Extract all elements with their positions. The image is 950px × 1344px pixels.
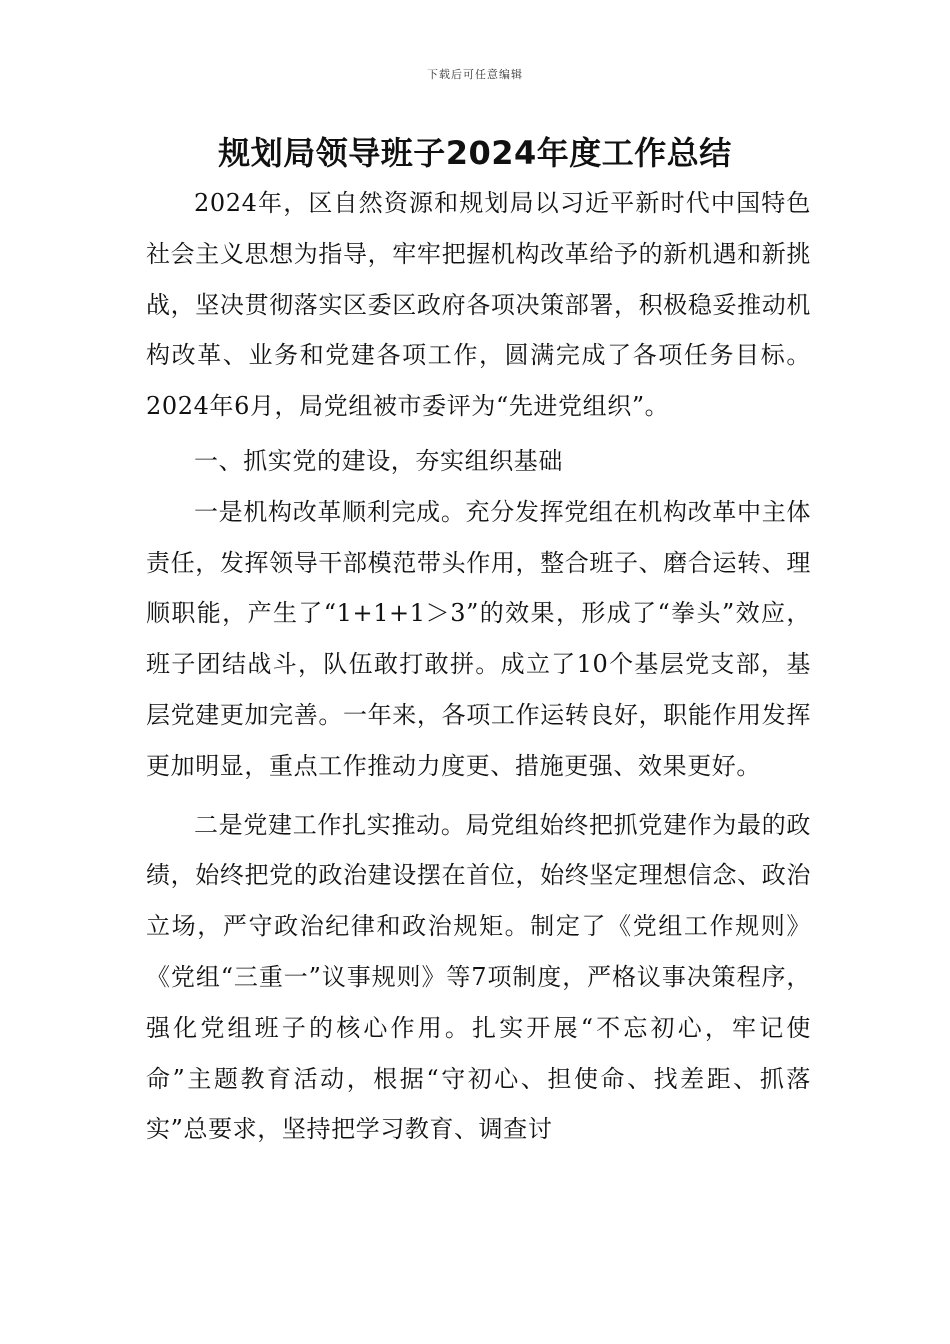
header-note: 下载后可任意编辑 bbox=[427, 68, 523, 81]
document-title: 规划局领导班子2024年度工作总结 bbox=[218, 134, 732, 172]
body-paragraph-2: 二是党建工作扎实推动。局党组始终把抓党建作为最的政绩，始终把党的政治建设摆在首位，始终坚定理想信念、政治立场，严守政治纪律和政治规矩。制定了《党组工作规则》《党组“三重一”议事规则》等7项制度，严格议事决策程序，强化党组班子的核心作用。扎实开展“不忘初心，牢记使命”主题教育活动，根据“守初心、担使命、找差距、抓落实”总要求，坚持把学习教育、调查讨 bbox=[146, 810, 811, 1144]
section-heading: 一、抓实党的建设，夯实组织基础 bbox=[194, 446, 563, 475]
intro-paragraph: 2024年，区自然资源和规划局以习近平新时代中国特色社会主义思想为指导，牢牢把握机构改革给予的新机遇和新挑战，坚决贯彻落实区委区政府各项决策部署，积极稳妥推动机构改革、业务和党建各项工作，圆满完成了各项任务目标。2024年6月，局党组被市委评为“先进党组织”。 bbox=[146, 189, 811, 421]
document-body bbox=[146, 178, 811, 1155]
body-paragraph-1: 一是机构改革顺利完成。充分发挥党组在机构改革中主体责任，发挥领导干部模范带头作用，整合班子、磨合运转、理顺职能，产生了“1+1+1＞3”的效果，形成了“拳头”效应，班子团结战斗，队伍敢打敢拼。成立了10个基层党支部，基层党建更加完善。一年来，各项工作运转良好，职能作用发挥更加明显，重点工作推动力度更、措施更强、效果更好。 bbox=[146, 497, 811, 780]
